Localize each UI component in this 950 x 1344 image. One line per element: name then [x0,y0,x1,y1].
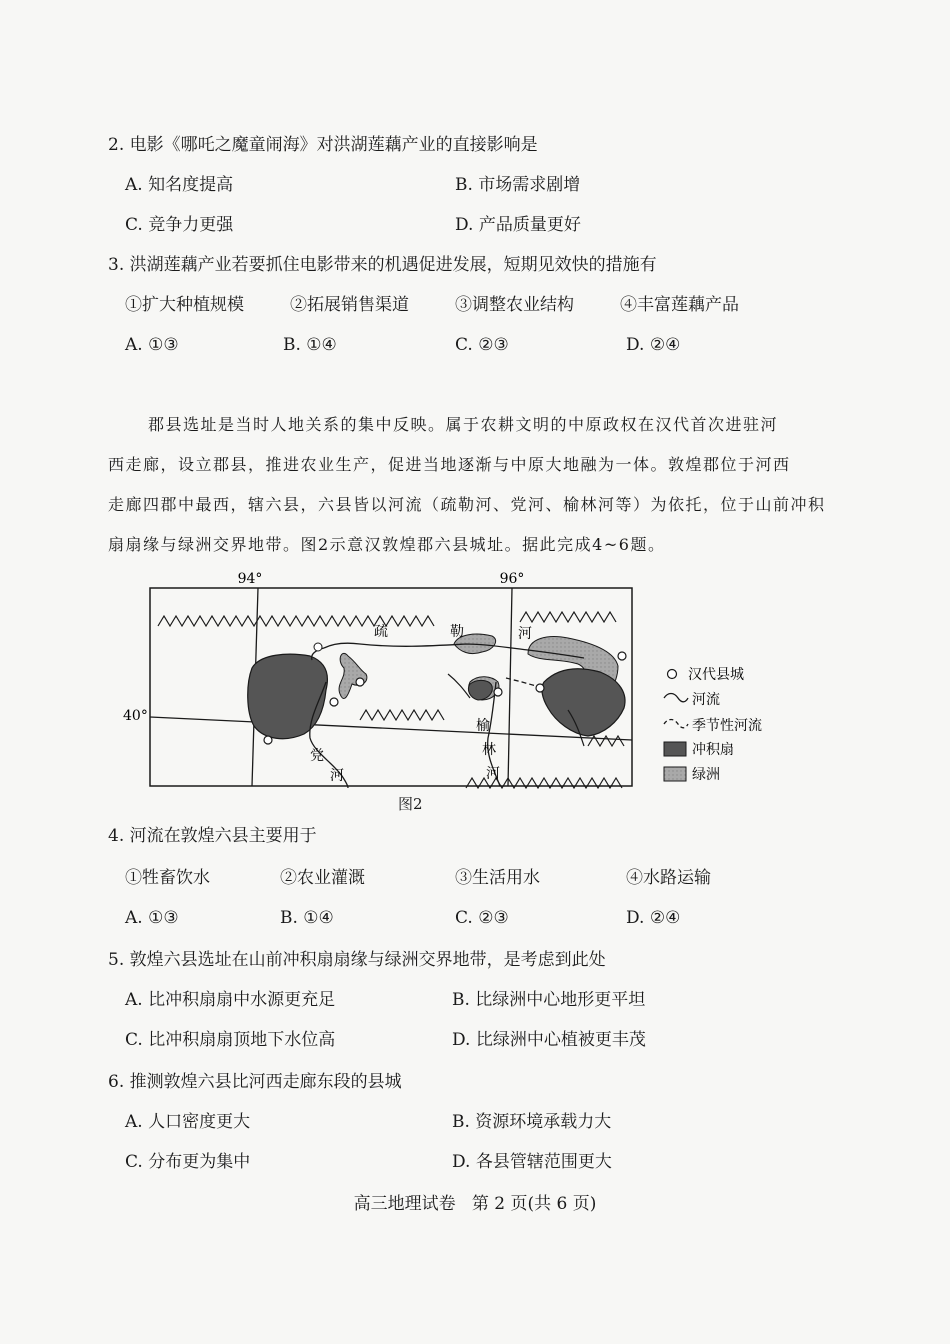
q3-option-c[interactable]: C. ②③ [455,335,509,355]
label-sule-2: 勒 [450,624,464,640]
label-yulin-1: 榆 [476,718,490,734]
passage-line-2: 西走廊，设立郡县，推进农业生产，促进当地逐渐与中原大地融为一体。敦煌郡位于河西 [108,455,791,474]
mountain-range-south-east [588,736,624,746]
q2-option-c[interactable]: C. 竞争力更强 [125,215,234,235]
map-legend [664,667,762,783]
legend-fan-icon [664,742,686,756]
mountain-range-middle [360,710,444,720]
q6-option-b[interactable]: B. 资源环境承载力大 [452,1112,612,1132]
label-yulin-2: 林 [482,742,496,758]
q6-stem: 6. 推测敦煌六县比河西走廊东段的县城 [108,1072,402,1092]
legend-river-label: 河流 [692,692,720,708]
q4-option-b[interactable]: B. ①④ [280,908,334,928]
alluvial-fan-west [248,654,328,738]
q5-stem: 5. 敦煌六县选址在山前冲积扇扇缘与绿洲交界地带，是考虑到此处 [108,950,606,970]
q5-option-d[interactable]: D. 比绿洲中心植被更丰茂 [452,1030,646,1050]
q4-item-3: ③生活用水 [455,868,540,888]
alluvial-fan-east [542,669,625,736]
meridian-96 [508,588,512,786]
q3-item-4: ④丰富莲藕产品 [620,295,739,315]
legend-oasis-label: 绿洲 [692,767,720,783]
river-source-dot [314,643,322,651]
q3-item-3: ③调整农业结构 [455,295,574,315]
label-dang-2: 河 [330,768,344,784]
q2-stem: 2. 电影《哪吒之魔童闹海》对洪湖莲藕产业的直接影响是 [108,135,538,155]
mountain-range-north-east [520,612,616,622]
q3-option-a[interactable]: A. ①③ [125,335,179,355]
county-town-2 [356,678,364,686]
legend-fan-label: 冲积扇 [692,742,734,758]
label-sule-1: 疏 [374,624,388,640]
lon-96-label: 96° [499,571,525,587]
q6-option-c[interactable]: C. 分布更为集中 [125,1152,251,1172]
legend-county-label: 汉代县城 [688,667,744,683]
legend-river-icon [664,694,688,702]
q4-item-4: ④水路运输 [626,868,711,888]
passage-line-4: 扇扇缘与绿洲交界地带。图2示意汉敦煌郡六县城址。据此完成4~6题。 [108,535,666,554]
q6-option-d[interactable]: D. 各县管辖范围更大 [452,1152,612,1172]
county-town-6 [618,652,626,660]
oasis-west [339,653,367,698]
q4-item-2: ②农业灌溉 [280,868,365,888]
label-dang-1: 党 [310,748,324,764]
legend-oasis-icon [664,767,686,781]
q3-item-1: ①扩大种植规模 [125,295,244,315]
q4-stem: 4. 河流在敦煌六县主要用于 [108,826,317,846]
county-town-1 [330,698,338,706]
q6-option-a[interactable]: A. 人口密度更大 [125,1112,251,1132]
county-town-5 [536,684,544,692]
legend-seasonal-icon [664,720,688,728]
q4-option-d[interactable]: D. ②④ [626,908,681,928]
passage-line-3: 走廊四郡中最西，辖六县，六县皆以河流（疏勒河、党河、榆林河等）为依托，位于山前冲积 [108,495,826,514]
label-yulin-3: 河 [486,766,500,782]
county-town-3 [264,736,272,744]
legend-county-icon [668,670,677,679]
figure-2-map [123,570,808,810]
q3-option-d[interactable]: D. ②④ [626,335,681,355]
page-footer: 高三地理试卷 第 2 页(共 6 页) [353,1194,597,1214]
q3-stem: 3. 洪湖莲藕产业若要抓住电影带来的机遇促进发展，短期见效快的措施有 [108,255,657,275]
q5-option-c[interactable]: C. 比冲积扇扇顶地下水位高 [125,1030,336,1050]
county-town-4 [494,688,502,696]
figure-caption: 图2 [398,795,423,813]
q2-option-d[interactable]: D. 产品质量更好 [455,215,581,235]
legend-seasonal-label: 季节性河流 [692,718,762,734]
lon-94-label: 94° [237,571,263,587]
q3-option-b[interactable]: B. ①④ [283,335,337,355]
passage-line-1: 郡县选址是当时人地关系的集中反映。属于农耕文明的中原政权在汉代首次进驻河 [148,415,779,434]
q4-option-a[interactable]: A. ①③ [125,908,179,928]
lat-40-label: 40° [123,708,148,724]
label-sule-3: 河 [518,626,532,642]
river-misc-1 [448,674,470,698]
q2-option-a[interactable]: A. 知名度提高 [125,175,234,195]
q5-option-a[interactable]: A. 比冲积扇扇中水源更充足 [125,990,336,1010]
mountain-range-north [158,616,434,626]
q5-option-b[interactable]: B. 比绿洲中心地形更平坦 [452,990,646,1010]
q2-option-b[interactable]: B. 市场需求剧增 [455,175,581,195]
q4-item-1: ①牲畜饮水 [125,868,210,888]
q4-option-c[interactable]: C. ②③ [455,908,509,928]
q3-item-2: ②拓展销售渠道 [290,295,409,315]
